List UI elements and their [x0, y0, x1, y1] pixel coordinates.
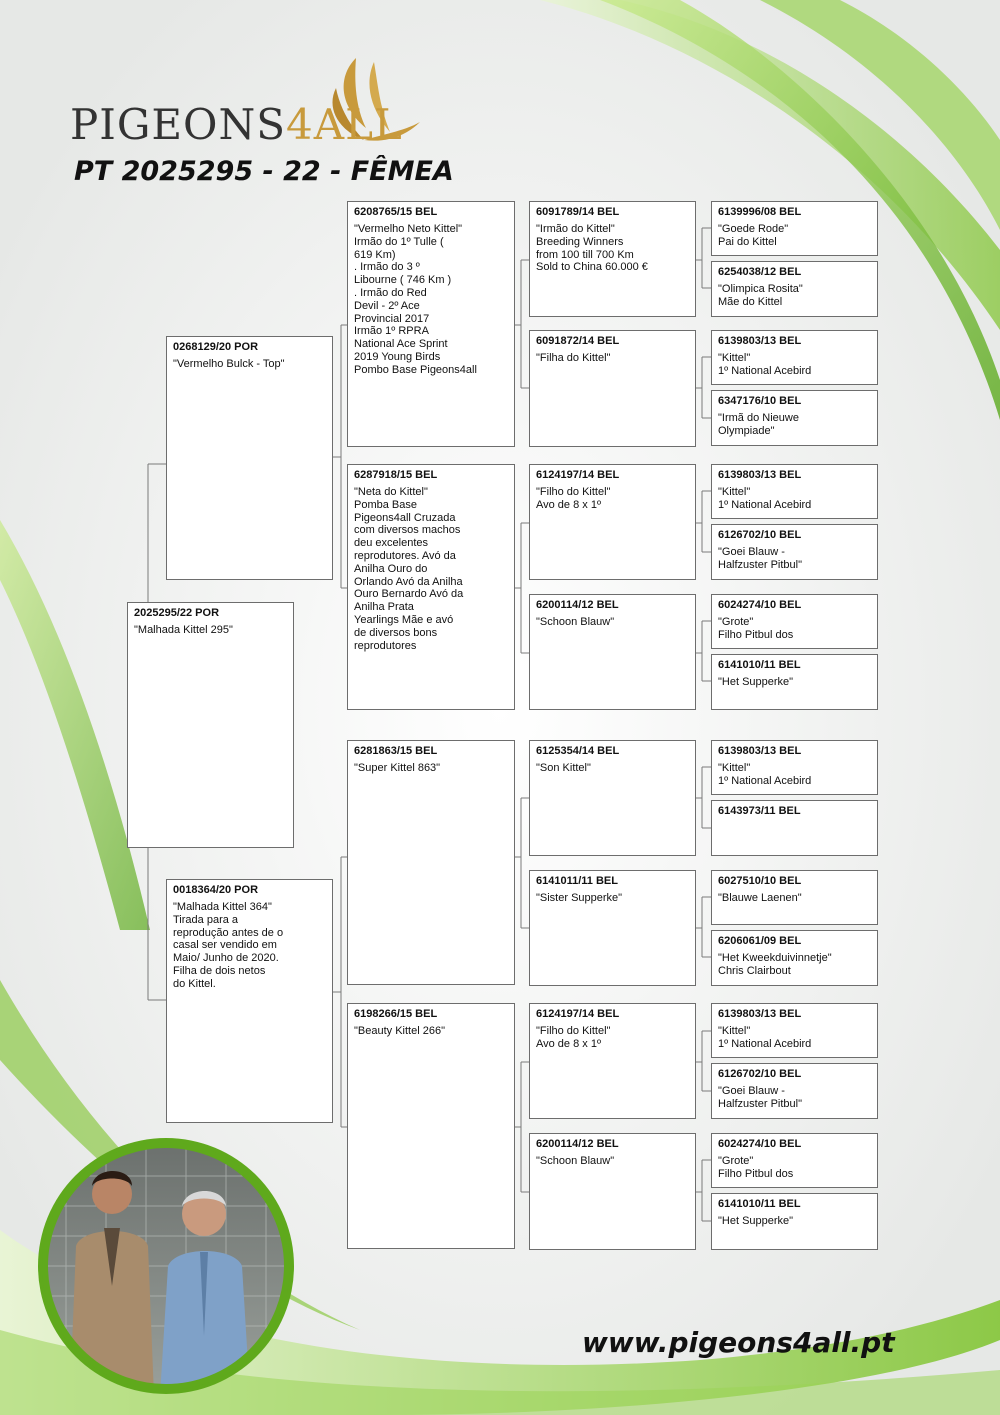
ring-number: 6141010/11 BEL	[718, 659, 801, 671]
pedigree-dam	[166, 879, 333, 1123]
pedigree-sire	[166, 336, 333, 580]
pigeon-description: "Filho do Kittel" Avo de 8 x 1º	[536, 1025, 611, 1050]
pigeon-description: "Het Supperke"	[718, 1215, 794, 1227]
pigeon-description: "Beauty Kittel 266"	[354, 1025, 445, 1037]
pedigree-gen4-card	[711, 1003, 878, 1058]
pigeon-description: "Son Kittel"	[536, 762, 591, 774]
pigeon-description: "Het Supperke"	[718, 676, 794, 688]
ring-number: 0018364/20 POR	[173, 884, 259, 896]
pedigree-gen4-card	[711, 740, 878, 795]
ring-number: 6347176/10 BEL	[718, 395, 802, 407]
pedigree-gen3-card	[529, 201, 696, 317]
pedigree-gen4-card	[711, 800, 878, 856]
pedigree-gen4-card	[711, 1193, 878, 1250]
ring-number: 6287918/15 BEL	[354, 469, 438, 481]
ring-number: 6124197/14 BEL	[536, 469, 620, 481]
pedigree-gen4-card	[711, 201, 878, 256]
brand-name-part2: 4ALL	[286, 100, 403, 149]
pedigree-gen4-card	[711, 1063, 878, 1119]
ring-number: 6139803/13 BEL	[718, 469, 802, 481]
ring-number: 6126702/10 BEL	[718, 529, 802, 541]
pedigree-gen4-card	[711, 390, 878, 446]
pigeon-description: "Filho do Kittel" Avo de 8 x 1º	[536, 486, 611, 511]
pigeon-description: "Goei Blauw - Halfzuster Pitbul"	[718, 546, 802, 571]
ring-number: 6281863/15 BEL	[354, 745, 438, 757]
page-title: PT 2025295 - 22 - FÊMEA	[74, 156, 454, 187]
ring-number: 6141010/11 BEL	[718, 1198, 801, 1210]
pedigree-gen3-card	[529, 1133, 696, 1250]
pigeon-description: "Grote" Filho Pitbul dos	[718, 616, 794, 641]
ring-number: 6139803/13 BEL	[718, 335, 802, 347]
pedigree-gen3-card	[529, 740, 696, 856]
ring-number: 6024274/10 BEL	[718, 599, 802, 611]
pedigree-gen4-card	[711, 1133, 878, 1188]
pedigree-gen3-card	[529, 1003, 696, 1119]
pedigree-gen2-card	[347, 740, 515, 985]
pedigree-gen4-card	[711, 930, 878, 986]
ring-number: 6139803/13 BEL	[718, 1008, 802, 1020]
pedigree-subject	[127, 602, 294, 848]
pedigree-gen4-card	[711, 330, 878, 385]
ring-number: 6254038/12 BEL	[718, 266, 802, 278]
pedigree-gen2-card	[347, 201, 515, 447]
pedigree-gen4-card	[711, 870, 878, 925]
pigeon-description: "Filha do Kittel"	[536, 352, 611, 364]
pigeon-description: "Vermelho Neto Kittel" Irmão do 1º Tulle ( 619 Km) . Irmão do 3 º Libourne ( 746 Km ) . Irmão do Red Devil - 2º Ace Provincial 2017 Irmão 1º RPRA National Ace Sprint 2019 Young Birds Pombo Base Pigeons4all	[354, 223, 477, 376]
pedigree-gen4-card	[711, 261, 878, 317]
pigeon-description: "Goei Blauw - Halfzuster Pitbul"	[718, 1085, 802, 1110]
ring-number: 0268129/20 POR	[173, 341, 259, 353]
pigeon-description: "Malhada Kittel 364" Tirada para a reprodução antes de o casal ser vendido em Maio/ Junho de 2020. Filha de dois netos do Kittel.	[173, 901, 284, 990]
pedigree-gen3-card	[529, 330, 696, 447]
pigeon-description: "Schoon Blauw"	[536, 616, 615, 628]
ring-number: 6141011/11 BEL	[536, 875, 618, 887]
ring-number: 6200114/12 BEL	[536, 1138, 619, 1150]
ring-number: 6027510/10 BEL	[718, 875, 802, 887]
pigeon-description: "Goede Rode" Pai do Kittel	[718, 223, 789, 248]
pigeon-description: "Schoon Blauw"	[536, 1155, 615, 1167]
pigeon-description: "Olimpica Rosita" Mãe do Kittel	[718, 283, 803, 308]
ring-number: 6200114/12 BEL	[536, 599, 619, 611]
pedigree-gen4-card	[711, 524, 878, 580]
brand-name-part1: PIGEONS	[70, 100, 287, 149]
ring-number: 6024274/10 BEL	[718, 1138, 802, 1150]
pigeon-description: "Malhada Kittel 295"	[134, 624, 233, 636]
pedigree-gen4-card	[711, 594, 878, 649]
ring-number: 6125354/14 BEL	[536, 745, 620, 757]
ring-number: 6139996/08 BEL	[718, 206, 802, 218]
pigeon-description: "Kittel" 1º National Acebird	[718, 352, 812, 377]
pedigree-gen4-card	[711, 464, 878, 519]
pedigree-gen2-card	[347, 1003, 515, 1249]
pedigree-gen2-card	[347, 464, 515, 710]
pigeon-description: "Vermelho Bulck - Top"	[173, 358, 285, 370]
ring-number: 6091789/14 BEL	[536, 206, 620, 218]
ring-number: 6198266/15 BEL	[354, 1008, 438, 1020]
ring-number: 6126702/10 BEL	[718, 1068, 802, 1080]
pigeon-description: "Neta do Kittel" Pomba Base Pigeons4all Cruzada com diversos machos deu excelentes reprodutores. Avó da Anilha Ouro do Orlando Avó da Anilha Ouro Bernardo Avó da Anilha Prata Yearlings Mãe e avó de diversos bons reprodutores	[354, 486, 464, 652]
ring-number: 6143973/11 BEL	[718, 805, 801, 817]
ring-number: 2025295/22 POR	[134, 607, 220, 619]
breeders-photo	[36, 1136, 296, 1396]
website-url: www.pigeons4all.pt	[582, 1326, 895, 1359]
pedigree-gen3-card	[529, 870, 696, 986]
ring-number: 6139803/13 BEL	[718, 745, 802, 757]
pedigree-gen4-card	[711, 654, 878, 710]
pigeon-description: "Sister Supperke"	[536, 892, 623, 904]
pigeon-description: "Kittel" 1º National Acebird	[718, 1025, 812, 1050]
ring-number: 6124197/14 BEL	[536, 1008, 620, 1020]
pigeon-description: "Blauwe Laenen"	[718, 892, 802, 904]
ring-number: 6208765/15 BEL	[354, 206, 438, 218]
pigeon-description: "Irmão do Kittel" Breeding Winners from 100 till 700 Km Sold to China 60.000 €	[536, 223, 648, 274]
ring-number: 6091872/14 BEL	[536, 335, 620, 347]
pigeon-description: "Kittel" 1º National Acebird	[718, 486, 812, 511]
pigeon-description: "Kittel" 1º National Acebird	[718, 762, 812, 787]
pigeon-description: "Super Kittel 863"	[354, 762, 441, 774]
pigeon-description: "Het Kweekduivinnetje" Chris Clairbout	[718, 952, 832, 977]
ring-number: 6206061/09 BEL	[718, 935, 802, 947]
pigeon-description: "Irmã do Nieuwe Olympiade"	[718, 412, 799, 437]
pedigree-gen3-card	[529, 464, 696, 580]
pedigree-gen3-card	[529, 594, 696, 710]
pigeon-description: "Grote" Filho Pitbul dos	[718, 1155, 794, 1180]
